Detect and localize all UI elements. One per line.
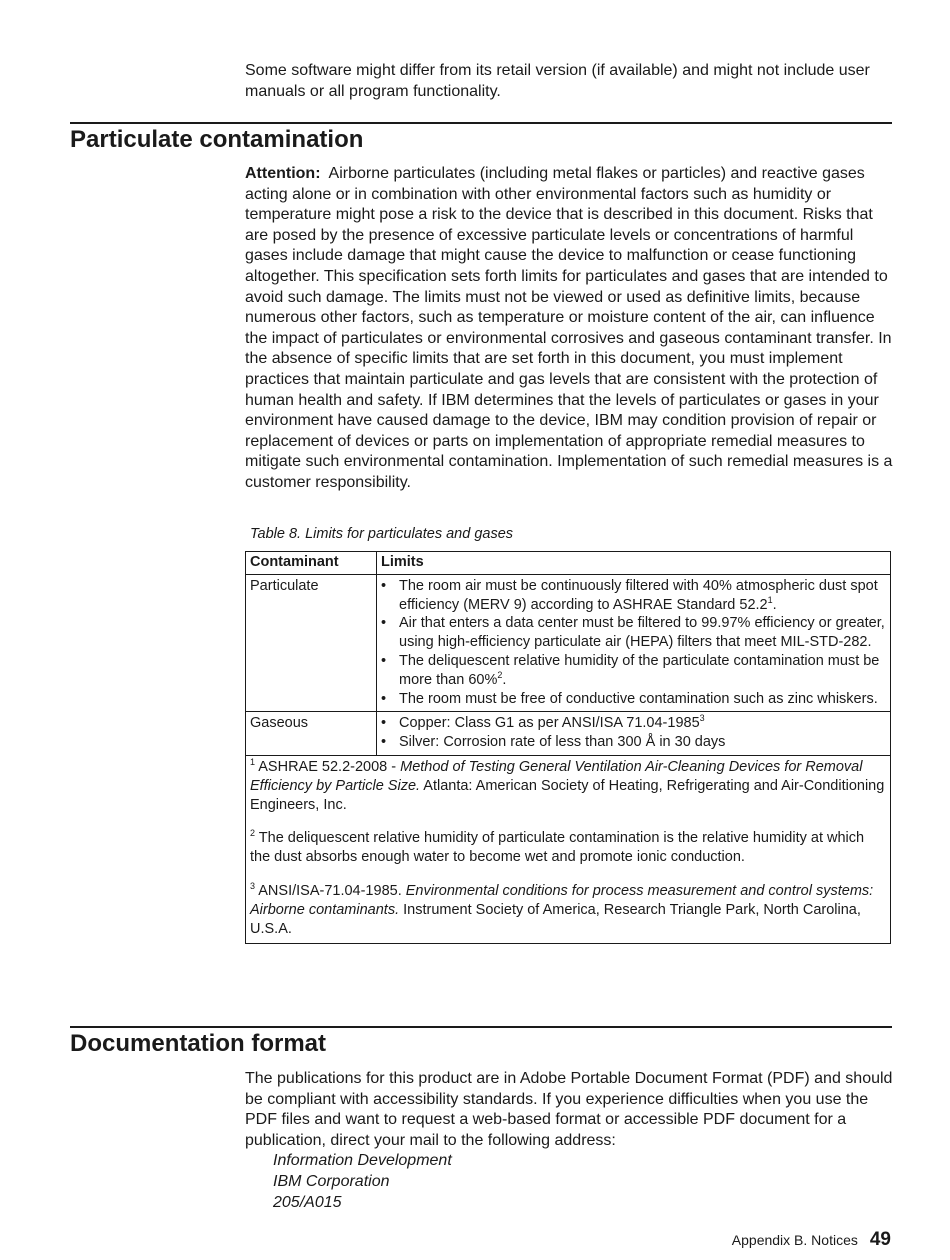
list-item <box>381 733 886 752</box>
contaminant-cell: Particulate <box>246 574 377 712</box>
limit-text-end: . <box>502 671 507 688</box>
bullet-icon: • <box>381 652 387 669</box>
footnote <box>250 882 886 938</box>
footnote-text: Instrument Society of America, Research Triangle Park, North Carolina, U.S.A. <box>250 901 861 937</box>
limit-text: The room air must be continuously filtered with 40% atmospheric dust spot efficiency (MERV 9) according to ASHRAE Standard 52.2 <box>399 577 878 613</box>
list-item <box>381 614 886 652</box>
address-line: IBM Corporation <box>273 1172 390 1190</box>
limit-text: The deliquescent relative humidity of the particulate contamination must be more than 60% <box>399 652 880 688</box>
footnotes-row <box>246 755 891 943</box>
footnote-text: ANSI/ISA-71.04-1985. <box>258 882 406 899</box>
footnote-title: Method of Testing General Ventilation Air-Cleaning Devices for Removal Efficiency by Particle Size. <box>250 758 863 794</box>
footnote-title: Environmental conditions for process measurement and control systems: Airborne contaminants. <box>250 882 874 918</box>
list-item <box>381 577 886 615</box>
limits-list <box>381 714 886 752</box>
page-number: 49 <box>869 1229 891 1250</box>
footnotes-cell <box>246 755 891 943</box>
footnote-number: 2 <box>250 828 256 839</box>
attention-text: Airborne particulates (including metal flakes or particles) and reactive gases acting alone or in combination with other environmental factors such as humidity or temperature might pose a risk to the device that is described in this document. Risks that are posed by the presence of excessive particulate levels or concentrations of harmful gases include damage that might cause the device to malfunction or cease functioning altogether. This specification sets forth limits for particulates and gases that are intended to avoid such damage. The limits must not be viewed or used as definitive limits, because numerous other factors, such as temperature or moisture content of the air, can influence the impact of particulates or environmental corrosives and gaseous contaminant transfer. In the absence of specific limits that are set forth in this document, you must implement practices that maintain particulate and gas levels that are consistent with the protection of human health and safety. If IBM determines that the levels of particulates or gases in your environment have caused damage to the device, IBM may condition provision of repair or replacement of devices or parts on implementation of appropriate remedial measures to mitigate such environmental contamination. Implementation of such remedial measures is a customer responsibility. <box>245 165 893 491</box>
limit-text-end: . <box>772 596 777 613</box>
page-footer <box>732 1230 891 1250</box>
contaminant-cell: Gaseous <box>246 712 377 756</box>
section-rule <box>70 1026 892 1028</box>
footnote-ref: 2 <box>497 669 503 680</box>
bullet-icon: • <box>381 577 387 594</box>
column-header-contaminant: Contaminant <box>246 552 377 575</box>
limits-cell <box>377 712 891 756</box>
intro-paragraph: Some software might differ from its retail version (if available) and might not include user manuals or all program functionality. <box>245 62 870 100</box>
documentation-paragraph <box>245 1069 895 1213</box>
table-row <box>246 574 891 712</box>
limits-cell <box>377 574 891 712</box>
table-row <box>246 712 891 756</box>
list-item <box>381 714 886 733</box>
limit-text: Silver: Corrosion rate of less than 300 Å in 30 days <box>399 734 726 751</box>
list-item <box>381 690 886 709</box>
list-item <box>381 652 886 690</box>
table-header-row <box>246 552 891 575</box>
footnote <box>250 829 886 867</box>
footnote-number: 1 <box>250 756 256 767</box>
limits-table <box>245 551 891 944</box>
bullet-icon: • <box>381 734 387 751</box>
footnote-ref: 3 <box>699 713 705 724</box>
column-header-limits: Limits <box>377 552 891 575</box>
limit-text: Copper: Class G1 as per ANSI/ISA 71.04-1985 <box>399 715 700 732</box>
footnote-text: ASHRAE 52.2-2008 - <box>258 758 401 775</box>
bullet-icon: • <box>381 690 387 707</box>
address-line: 205/A015 <box>273 1193 342 1211</box>
bullet-icon: • <box>381 615 387 632</box>
attention-label: Attention: <box>245 165 321 182</box>
footnote <box>250 758 886 814</box>
limit-text: The room must be free of conductive contamination such as zinc whiskers. <box>399 690 878 707</box>
bullet-icon: • <box>381 715 387 732</box>
footnote-text: Atlanta: American Society of Heating, Refrigerating and Air-Conditioning Engineers, Inc. <box>250 777 885 813</box>
section-heading-documentation: Documentation format <box>70 1030 327 1057</box>
footnote-text: The deliquescent relative humidity of particulate contamination is the relative humidity at which the dust absorbs enough water to become wet and promote ionic conduction. <box>250 830 865 866</box>
section-rule <box>70 122 892 124</box>
footnote-ref: 1 <box>767 594 773 605</box>
table-caption: Table 8. Limits for particulates and gases <box>250 526 514 542</box>
section-heading-particulate: Particulate contamination <box>70 126 364 153</box>
limits-list <box>381 577 886 709</box>
address-line: Information Development <box>273 1152 452 1170</box>
footer-label: Appendix B. Notices <box>731 1232 858 1248</box>
documentation-text: The publications for this product are in Adobe Portable Document Format (PDF) and should be compliant with accessibility standards. If you experience difficulties when you use the PDF files and want to request a web-based format or accessible PDF document for a publication, direct your mail to the following address: <box>245 1070 893 1149</box>
attention-paragraph <box>245 164 895 494</box>
limit-text: Air that enters a data center must be filtered to 99.97% efficiency or greater, using high-efficiency particulate air (HEPA) filters that meet MIL-STD-282. <box>399 615 885 651</box>
footnote-number: 3 <box>250 880 256 891</box>
